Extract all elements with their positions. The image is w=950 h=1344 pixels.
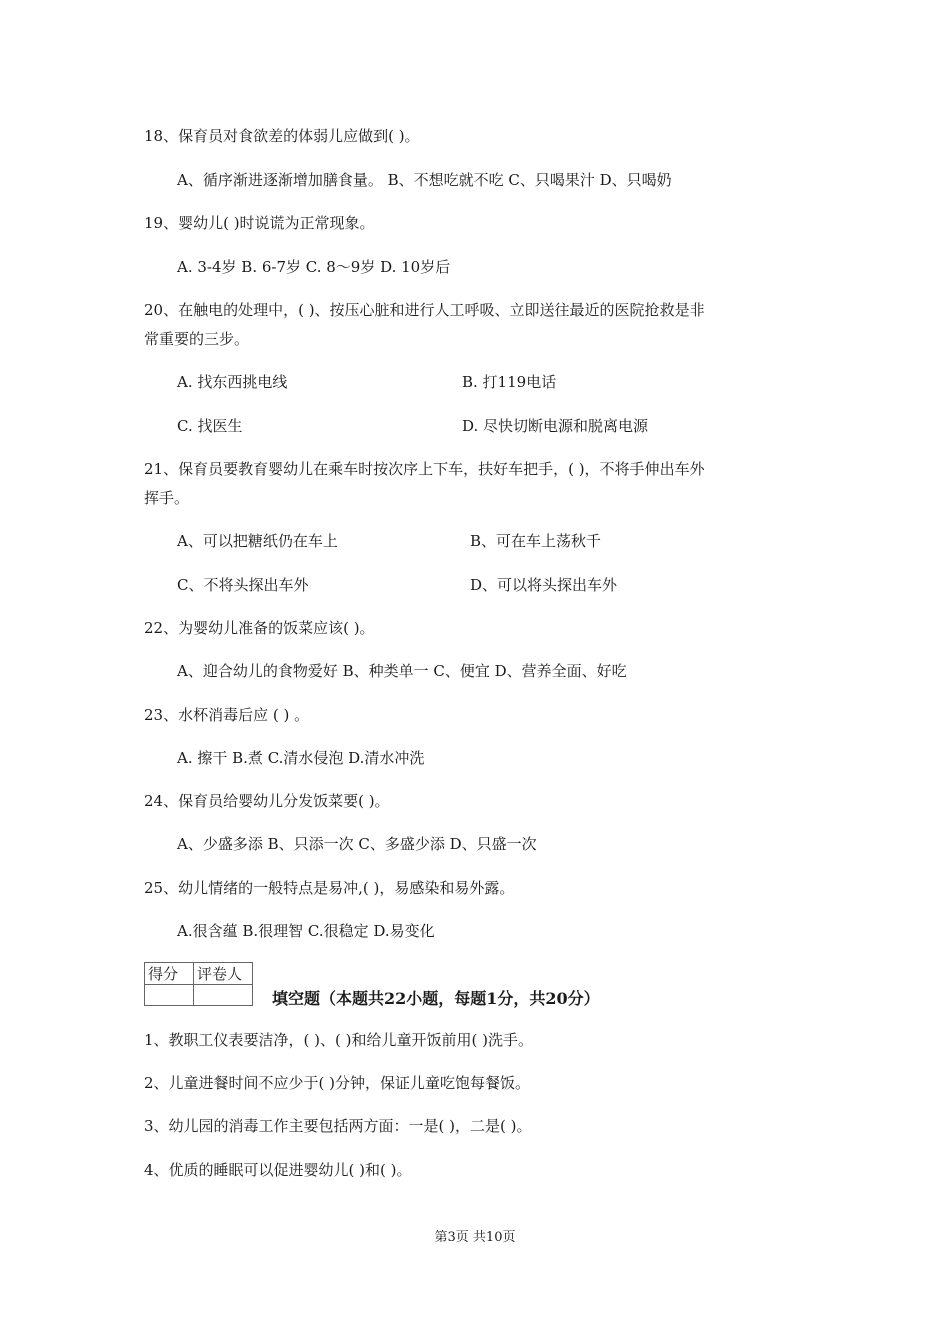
page-footer: 第3页 共10页 [434, 1230, 516, 1245]
section-title: 填空题（本题共22小题，每题1分，共20分） [272, 989, 600, 1008]
question-20-option-b: B. 打119电话 [462, 373, 557, 391]
fill-question-4: 4、优质的睡眠可以促进婴幼儿( )和( )。 [144, 1161, 412, 1179]
fill-question-3: 3、幼儿园的消毒工作主要包括两方面：一是( )，二是( )。 [144, 1117, 532, 1135]
question-20-stem-line2: 常重要的三步。 [144, 330, 250, 348]
question-22-options: A、迎合幼儿的食物爱好 B、种类单一 C、便宜 D、营养全面、好吃 [177, 662, 627, 680]
question-21-stem-line2: 挥手。 [144, 489, 190, 507]
question-21-option-d: D、可以将头探出车外 [470, 576, 618, 594]
fill-question-2: 2、儿童进餐时间不应少于( )分钟，保证儿童吃饱每餐饭。 [144, 1074, 531, 1092]
question-18-stem: 18、保育员对食欲差的体弱儿应做到( )。 [144, 127, 420, 145]
question-21-option-c: C、不将头探出车外 [177, 576, 309, 594]
question-24-options: A、少盛多添 B、只添一次 C、多盛少添 D、只盛一次 [177, 835, 537, 853]
grader-label: 评卷人 [194, 963, 253, 985]
question-25-options: A.很含蕴 B.很理智 C.很稳定 D.易变化 [177, 922, 435, 940]
question-19-options: A. 3-4岁 B. 6-7岁 C. 8～9岁 D. 10岁后 [177, 258, 451, 276]
question-22-stem: 22、为婴幼儿准备的饭菜应该( )。 [144, 619, 375, 637]
question-19-stem: 19、婴幼儿( )时说谎为正常现象。 [144, 214, 375, 232]
grader-cell [194, 985, 253, 1006]
question-24-stem: 24、保育员给婴幼儿分发饭菜要( )。 [144, 792, 390, 810]
question-21-stem-line1: 21、保育员要教育婴幼儿在乘车时按次序上下车，扶好车把手，( )，不将手伸出车外 [144, 460, 705, 478]
question-21-option-b: B、可在车上荡秋千 [470, 532, 602, 550]
question-20-option-d: D. 尽快切断电源和脱离电源 [462, 417, 649, 435]
question-23-stem: 23、水杯消毒后应 ( ) 。 [144, 706, 310, 724]
fill-question-1: 1、教职工仪表要洁净，( )、( )和给儿童开饭前用( )洗手。 [144, 1031, 533, 1049]
score-cell [145, 985, 194, 1006]
score-box [144, 962, 253, 1006]
score-label: 得分 [145, 963, 194, 985]
question-20-option-a: A. 找东西挑电线 [177, 373, 288, 391]
question-23-options: A. 擦干 B.煮 C.清水侵泡 D.清水冲洗 [177, 749, 425, 767]
question-20-stem-line1: 20、在触电的处理中，( )、按压心脏和进行人工呼吸、立即送往最近的医院抢救是非 [144, 301, 705, 319]
question-25-stem: 25、幼儿情绪的一般特点是易冲,( )，易感染和易外露。 [144, 879, 515, 897]
question-18-options: A、循序渐进逐渐增加膳食量。 B、不想吃就不吃 C、只喝果汁 D、只喝奶 [177, 171, 672, 189]
question-21-option-a: A、可以把糖纸仍在车上 [177, 532, 338, 550]
question-20-option-c: C. 找医生 [177, 417, 243, 435]
